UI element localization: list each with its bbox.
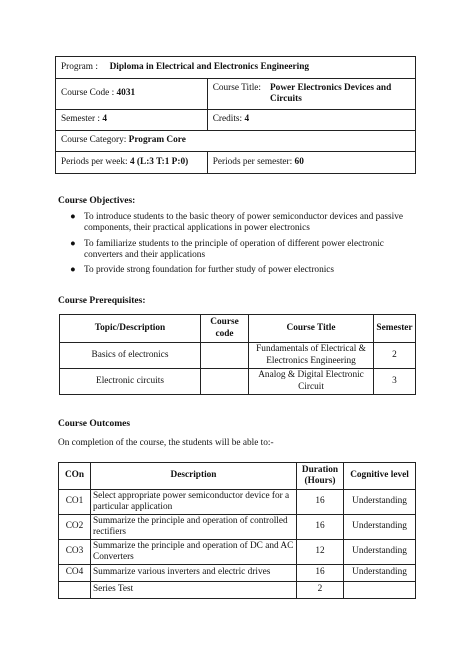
course-code-value: 4031: [116, 88, 136, 99]
header-cognitive-level: Cognitive level: [344, 463, 416, 490]
credits-cell: [207, 110, 415, 131]
level-cell: Understanding: [344, 515, 416, 540]
table-row: [59, 582, 416, 599]
outcomes-table: [58, 462, 416, 599]
header-topic: Topic/Description: [60, 315, 201, 343]
header-con: COn: [59, 463, 91, 490]
topic-cell: Basics of electronics: [60, 343, 201, 369]
periods-sem-cell: [207, 152, 415, 174]
title-cell: Analog & Digital Electronic Circuit: [249, 369, 374, 395]
course-info-table: [55, 56, 416, 174]
objective-text: To provide strong foundation for further study of power electronics: [84, 265, 335, 276]
periods-sem-value: 60: [294, 156, 304, 167]
level-cell: [344, 582, 416, 599]
list-item: [58, 212, 414, 235]
prerequisites-heading: Course Prerequisites:: [58, 296, 146, 306]
semester-value: 4: [102, 114, 107, 125]
table-row: [59, 540, 416, 565]
hours-cell: 2: [297, 582, 344, 599]
header-course-code: Course code: [201, 315, 249, 343]
periods-week-label: Periods per week:: [61, 156, 128, 167]
objectives-heading: Course Objectives:: [58, 196, 136, 206]
category-label: Course Category:: [61, 135, 127, 146]
course-title-label: Course Title:: [212, 82, 261, 93]
table-row: [60, 369, 416, 395]
course-title-value: Power Electronics Devices and Circuits: [270, 82, 392, 104]
semester-cell: 3: [374, 369, 416, 395]
objective-text: To familiarize students to the principle of operation of different power electronic converters and their applications: [84, 238, 384, 260]
list-item: [58, 239, 414, 262]
bullet-icon: ●: [70, 265, 76, 276]
category-value: Program Core: [128, 135, 186, 146]
description-cell: Select appropriate power semiconductor device for a particular application: [91, 490, 297, 515]
bullet-icon: ●: [70, 238, 76, 249]
semester-cell: [56, 110, 208, 131]
course-code-label: Course Code :: [61, 88, 115, 99]
semester-cell: 2: [374, 343, 416, 369]
table-row: [59, 565, 416, 582]
semester-label: Semester :: [61, 114, 100, 125]
periods-week-cell: [56, 152, 208, 174]
level-cell: Understanding: [344, 490, 416, 515]
hours-cell: 16: [297, 490, 344, 515]
course-code-cell: [56, 79, 208, 110]
credits-value: 4: [244, 114, 250, 125]
co-cell: [59, 582, 91, 599]
header-semester: Semester: [374, 315, 416, 343]
table-row: [59, 515, 416, 540]
description-cell: Summarize various inverters and electric drives: [91, 565, 297, 582]
co-cell: CO4: [59, 565, 91, 582]
header-description: Description: [91, 463, 297, 490]
outcomes-heading: Course Outcomes: [58, 419, 131, 429]
objectives-list: [58, 212, 414, 281]
program-value: Diploma in Electrical and Electronics Engineering: [109, 61, 310, 72]
periods-sem-label: Periods per semester:: [212, 156, 293, 167]
table-row: [59, 490, 416, 515]
bullet-icon: ●: [70, 212, 76, 222]
credits-label: Credits:: [212, 114, 243, 125]
hours-cell: 16: [297, 515, 344, 540]
title-cell: Fundamentals of Electrical & Electronics Engineering: [249, 343, 374, 369]
code-cell: [201, 343, 249, 369]
hours-cell: 12: [297, 540, 344, 565]
outcomes-intro: On completion of the course, the students will be able to:-: [58, 438, 274, 448]
header-duration: Duration (Hours): [297, 463, 344, 490]
objective-text: To introduce students to the basic theory of power semiconductor devices and passive components, their practical applications in power electronics: [84, 212, 403, 234]
program-cell: [56, 57, 416, 79]
table-row: [60, 343, 416, 369]
list-item: [58, 265, 414, 276]
description-cell: Summarize the principle and operation of DC and AC Converters: [91, 540, 297, 565]
program-label: Program :: [61, 61, 98, 72]
course-title-cell: [207, 79, 415, 110]
co-cell: CO3: [59, 540, 91, 565]
topic-cell: Electronic circuits: [60, 369, 201, 395]
header-course-title: Course Title: [249, 315, 374, 343]
co-cell: CO2: [59, 515, 91, 540]
code-cell: [201, 369, 249, 395]
periods-week-value: 4 (L:3 T:1 P:0): [129, 156, 189, 167]
description-cell: Series Test: [91, 582, 297, 599]
hours-cell: 16: [297, 565, 344, 582]
level-cell: Understanding: [344, 565, 416, 582]
description-cell: Summarize the principle and operation of controlled rectifiers: [91, 515, 297, 540]
category-cell: [56, 131, 416, 152]
prerequisites-table: [59, 314, 416, 395]
co-cell: CO1: [59, 490, 91, 515]
level-cell: Understanding: [344, 540, 416, 565]
